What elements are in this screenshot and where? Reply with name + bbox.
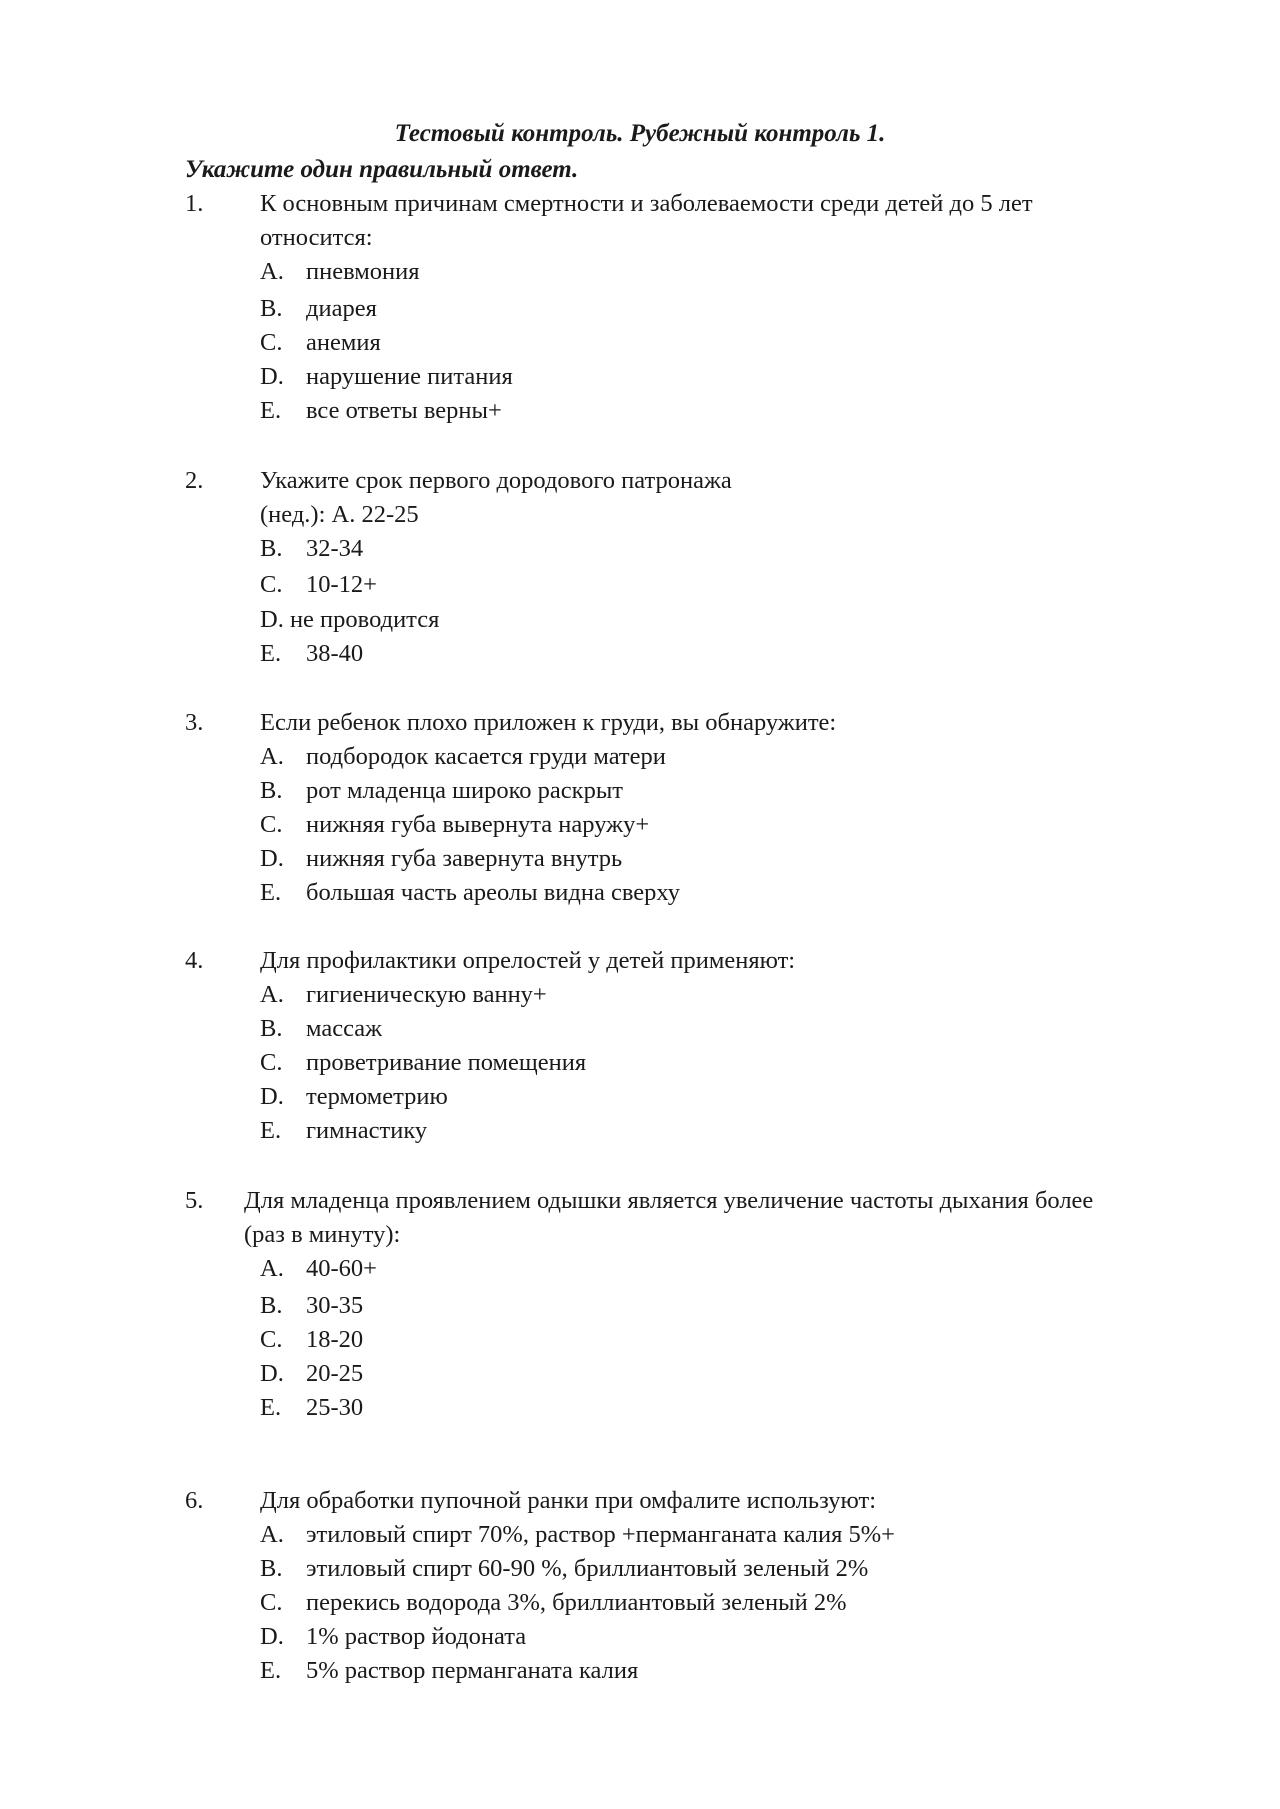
option-letter: E.: [260, 879, 282, 906]
option-text: проветривание помещения: [306, 1049, 587, 1076]
option-letter: C.: [260, 329, 283, 356]
option-e: [260, 397, 502, 425]
option-text: гигиеническую ванну+: [306, 981, 547, 1008]
option-b: [260, 295, 377, 323]
option-letter: D.: [260, 1360, 284, 1387]
option-c: [260, 329, 381, 357]
option-letter: D.: [260, 363, 284, 390]
instruction: Укажите один правильный ответ.: [185, 156, 579, 183]
option-text: 30-35: [306, 1292, 364, 1319]
option-text: 18-20: [306, 1326, 364, 1353]
option-b: [260, 1555, 868, 1583]
option-c: [260, 1049, 586, 1077]
option-letter: E.: [260, 1657, 282, 1684]
option-e: [260, 1657, 638, 1685]
option-text: нарушение питания: [306, 363, 513, 390]
option-d: [260, 363, 513, 391]
option-text: 20-25: [306, 1360, 364, 1387]
question-number: 4.: [185, 947, 204, 974]
question-number: 2.: [185, 467, 204, 494]
option-letter: A.: [260, 258, 284, 285]
option-d: [260, 1083, 448, 1111]
question-number: 1.: [185, 190, 204, 217]
option-letter: C.: [260, 811, 283, 838]
option-letter: E.: [260, 1394, 282, 1421]
option-letter: B.: [260, 1292, 283, 1319]
option-letter: D.: [260, 1083, 284, 1110]
option-a: [260, 743, 666, 771]
question-text-line: относится:: [260, 224, 373, 251]
option-text: этиловый спирт 70%, раствор +перманганата калия 5%+: [306, 1521, 895, 1548]
option-letter: E.: [260, 640, 282, 667]
option-letter: A.: [260, 1521, 284, 1548]
option-letter: C.: [260, 1049, 283, 1076]
option-b: [260, 777, 623, 805]
option-a: [260, 981, 547, 1009]
option-c: [260, 1589, 847, 1617]
option-letter: D.: [260, 1623, 284, 1650]
option-d: [260, 1360, 363, 1388]
question-text-line: Если ребенок плохо приложен к груди, вы обнаружите:: [260, 709, 837, 736]
option-d: [260, 606, 439, 634]
option-letter: D.: [260, 845, 284, 872]
option-text: 1% раствор йодоната: [306, 1623, 527, 1650]
option-letter: C.: [260, 1589, 283, 1616]
option-c: [260, 571, 377, 599]
option-text: рот младенца широко раскрыт: [306, 777, 624, 804]
option-letter: B.: [260, 535, 283, 562]
option-text: D. не проводится: [260, 606, 440, 633]
question-number: 3.: [185, 709, 204, 736]
question-text-line: Для младенца проявлением одышки является увеличение частоты дыхания более: [244, 1187, 1094, 1214]
question-text-line: (нед.): А. 22-25: [260, 501, 419, 528]
option-letter: A.: [260, 743, 284, 770]
question-text-line: К основным причинам смертности и заболеваемости среди детей до 5 лет: [260, 190, 1033, 217]
option-b: [260, 535, 363, 563]
option-b: [260, 1015, 382, 1043]
option-text: 32-34: [306, 535, 364, 562]
option-text: 25-30: [306, 1394, 364, 1421]
option-text: массаж: [306, 1015, 383, 1042]
option-text: диарея: [306, 295, 377, 322]
option-letter: B.: [260, 295, 283, 322]
option-e: [260, 1117, 427, 1145]
option-e: [260, 640, 363, 668]
option-text: термометрию: [306, 1083, 448, 1110]
option-text: анемия: [306, 329, 381, 356]
option-e: [260, 879, 680, 907]
option-b: [260, 1292, 363, 1320]
option-text: большая часть ареолы видна сверху: [306, 879, 680, 906]
option-text: подбородок касается груди матери: [306, 743, 666, 770]
question-number: 5.: [185, 1187, 204, 1214]
option-text: 38-40: [306, 640, 364, 667]
option-text: нижняя губа вывернута наружу+: [306, 811, 650, 838]
question-text-line: Для профилактики опрелостей у детей применяют:: [260, 947, 796, 974]
option-e: [260, 1394, 363, 1422]
option-text: этиловый спирт 60-90 %, бриллиантовый зеленый 2%: [306, 1555, 869, 1582]
option-text: перекись водорода 3%, бриллиантовый зеленый 2%: [306, 1589, 847, 1616]
question-text-line: (раз в минуту):: [244, 1221, 401, 1248]
question-text-line: Для обработки пупочной ранки при омфалите используют:: [260, 1487, 877, 1514]
option-letter: A.: [260, 1255, 284, 1282]
option-d: [260, 1623, 526, 1651]
question-text-line: Укажите срок первого дородового патронажа: [260, 467, 732, 494]
option-letter: B.: [260, 777, 283, 804]
option-a: [260, 1255, 377, 1283]
option-text: гимнастику: [306, 1117, 428, 1144]
option-c: [260, 1326, 363, 1354]
option-letter: B.: [260, 1555, 283, 1582]
option-letter: B.: [260, 1015, 283, 1042]
option-letter: E.: [260, 397, 282, 424]
question-number: 6.: [185, 1487, 204, 1514]
option-letter: C.: [260, 571, 283, 598]
option-text: пневмония: [306, 258, 420, 285]
option-text: 40-60+: [306, 1255, 377, 1282]
option-letter: C.: [260, 1326, 283, 1353]
option-letter: A.: [260, 981, 284, 1008]
option-text: 10-12+: [306, 571, 377, 598]
page-title: Тестовый контроль. Рубежный контроль 1.: [394, 120, 886, 147]
option-d: [260, 845, 622, 873]
option-text: нижняя губа завернута внутрь: [306, 845, 623, 872]
option-c: [260, 811, 649, 839]
option-text: 5% раствор перманганата калия: [306, 1657, 639, 1684]
option-letter: E.: [260, 1117, 282, 1144]
option-text: все ответы верны+: [306, 397, 502, 424]
option-a: [260, 258, 420, 286]
option-a: [260, 1521, 895, 1549]
